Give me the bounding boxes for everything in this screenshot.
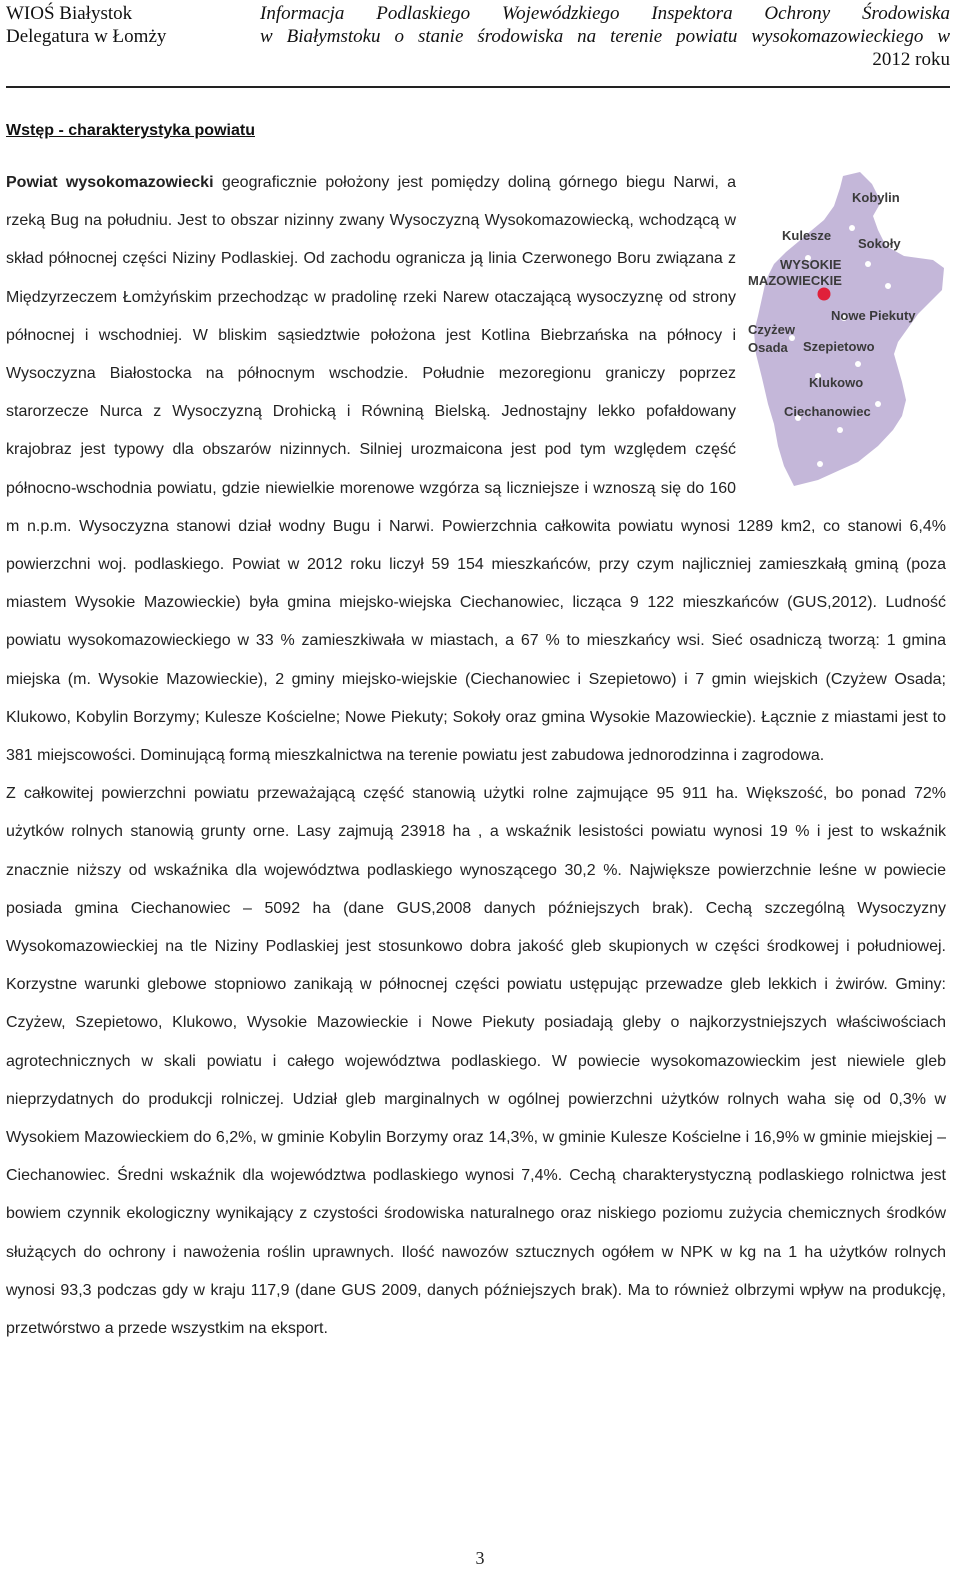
paragraph-1-lead: Powiat wysokomazowiecki	[6, 174, 214, 191]
header-report-title	[260, 2, 950, 71]
county-map	[748, 168, 946, 498]
page-header	[6, 0, 950, 88]
paragraph-1-text: geograficznie położony jest pomiędzy doliną górnego biegu Narwi, a rzeką Bug na południu. Jest to obszar nizinny zwany Wysoczyzną Wysokomazowiecką, wchodzącą w skład północnej części Niziny Podlaskiej. Od zachodu ogranicza ją linia Czerwonego Boru związana z Międzyrzeczem Łomżyńskim przechodząc w pradolinę rzeki Narew otaczającą wysoczyznę od strony północnej i wschodniej. W bliskim sąsiedztwie położona jest Kotlina Biebrzańska na północy i Wysoczyzna Białostocka na północnym wschodzie. Południe mezoregionu graniczy poprzez starorzecze Nurca z Wysoczyzną Drohicką i Równiną Bielską. Jednostajny lekko pofałdowany krajobraz jest typowy dla obszarów nizinnych. Silniej urozmaicona jest pod tym względem część północno-wschodnia powiatu, gdzie niewielkie morenowe wzgórza są liczniejsze i wznoszą się do 160 m n.p.m. Wysoczyzna stanowi dział wodny Bugu i Narwi. Powierzchnia całkowita powiatu wynosi 1289 km2, co stanowi 6,4% powierzchni woj. podlaskiego. Powiat w 2012 roku liczył 59 154 mieszkańców, przy czym najliczniej zamieszkałą gminą (poza miastem Wysokie Mazowieckie) była gmina miejsko-wiejska Ciechanowiec, licząca 9 122 mieszkańców (GUS,2012). Ludność powiatu wysokomazowieckiego w 33 % zamieszkiwała w miastach, a 67 % to mieszkańcy wsi. Sieć osadniczą tworzą: 1 gmina miejska (m. Wysokie Mazowieckie), 2 gminy miejsko-wiejskie (Ciechanowiec i Szepietowo) i 7 gmin wiejskich (Czyżew Osada; Klukowo, Kobylin Borzymy; Kulesze Kościelne; Nowe Piekuty; Sokoły oraz gmina Wysokie Mazowieckie). Łącznie z miastami jest to 381 miejscowości. Dominującą formą mieszkalnictwa na terenie powiatu jest zabudowa jednorodzinna i zagrodowa.	[6, 174, 946, 765]
header-title-line1: Informacja Podlaskiego Wojewódzkiego Inspektora Ochrony Środowiska	[260, 3, 950, 24]
header-org-line1: WIOŚ Białystok	[6, 3, 133, 24]
page-number: 3	[475, 1548, 485, 1568]
header-org-line2: Delegatura w Łomży	[6, 26, 167, 47]
map-label-czyzew: Czyżew	[748, 322, 795, 337]
map-label-klukowo: Klukowo	[809, 375, 864, 390]
map-label-wysokie: WYSOKIE	[780, 257, 842, 272]
map-label-osada: Osada	[748, 340, 788, 355]
map-label-kulesze: Kulesze	[782, 228, 832, 243]
wysokie-mazowieckie-marker	[818, 288, 831, 301]
section-heading: Wstęp - charakterystyka powiatu	[6, 122, 255, 139]
map-label-sokoly: Sokoły	[858, 236, 901, 251]
header-title-line2: w Białymstoku o stanie środowiska na terenie powiatu wysokomazowieckiego w	[260, 26, 950, 47]
header-organization	[6, 2, 166, 48]
map-label-kobylin: Kobylin	[852, 190, 900, 205]
header-title-year: 2012 roku	[872, 49, 950, 70]
document-body	[6, 164, 946, 1348]
map-label-mazowieckie: MAZOWIECKIE	[748, 273, 842, 288]
map-label-nowe-piekuty: Nowe Piekuty	[831, 308, 916, 323]
map-label-szepietowo: Szepietowo	[803, 339, 875, 354]
map-label-ciechanowiec: Ciechanowiec	[784, 404, 871, 419]
paragraph-2: Z całkowitej powierzchni powiatu przeważającą część stanowią użytki rolne zajmujące 95 911 ha. Większość, bo ponad 72% użytków rolnych stanowią grunty orne. Lasy zajmują 23918 ha , a wskaźnik lesistości powiatu wynosi 19 % i jest to wskaźnik znacznie niższy od wskaźnika dla województwa podlaskiego wynoszącego 30,2 %. Największe powierzchnie leśne w powiecie posiada gmina Ciechanowiec – 5092 ha (dane GUS,2008 danych późniejszych brak). Cechą szczególną Wysoczyzny Wysokomazowieckiej na tle Niziny Podlaskiej jest stosunkowo dobra jakość gleb skupionych w części środkowej i południowej. Korzystne warunki glebowe stopniowo zanikają w północnej części powiatu ustępując przewadze gleb lekkich i żwirów. Gminy: Czyżew, Szepietowo, Klukowo, Wysokie Mazowieckie i Nowe Piekuty posiadają gleby o najkorzystniejszych właściwościach agrotechnicznych w skali powiatu i całego województwa podlaskiego. W powiecie wysokomazowieckim jest niewiele gleb nieprzydatnych do produkcji rolniczej. Udział gleb marginalnych w ogólnej powierzchni użytków rolnych waha się od 0,3% w Wysokiem Mazowieckiem do 6,2%, w gminie Kobylin Borzymy oraz 14,3%, w gminie Kulesze Kościelne i 16,9% w gminie miejskiej – Ciechanowiec. Średni wskaźnik dla województwa podlaskiego wynosi 7,4%. Cechą charakterystyczną podlaskiego rolnictwa jest bowiem czynnik ekologiczny wynikający z czystości środowiska naturalnego oraz niskiego poziomu zużycia chemicznych środków służących do ochrony i nawożenia roślin uprawnych. Ilość nawozów sztucznych ogółem w NPK w kg na 1 ha użytków rolnych wynosi 93,3 podczas gdy w kraju 117,9 (dane GUS 2009, danych późniejszych brak). Ma to również olbrzymi wpływ na produkcję, przetwórstwo a przede wszystkim na eksport.	[6, 785, 946, 1338]
